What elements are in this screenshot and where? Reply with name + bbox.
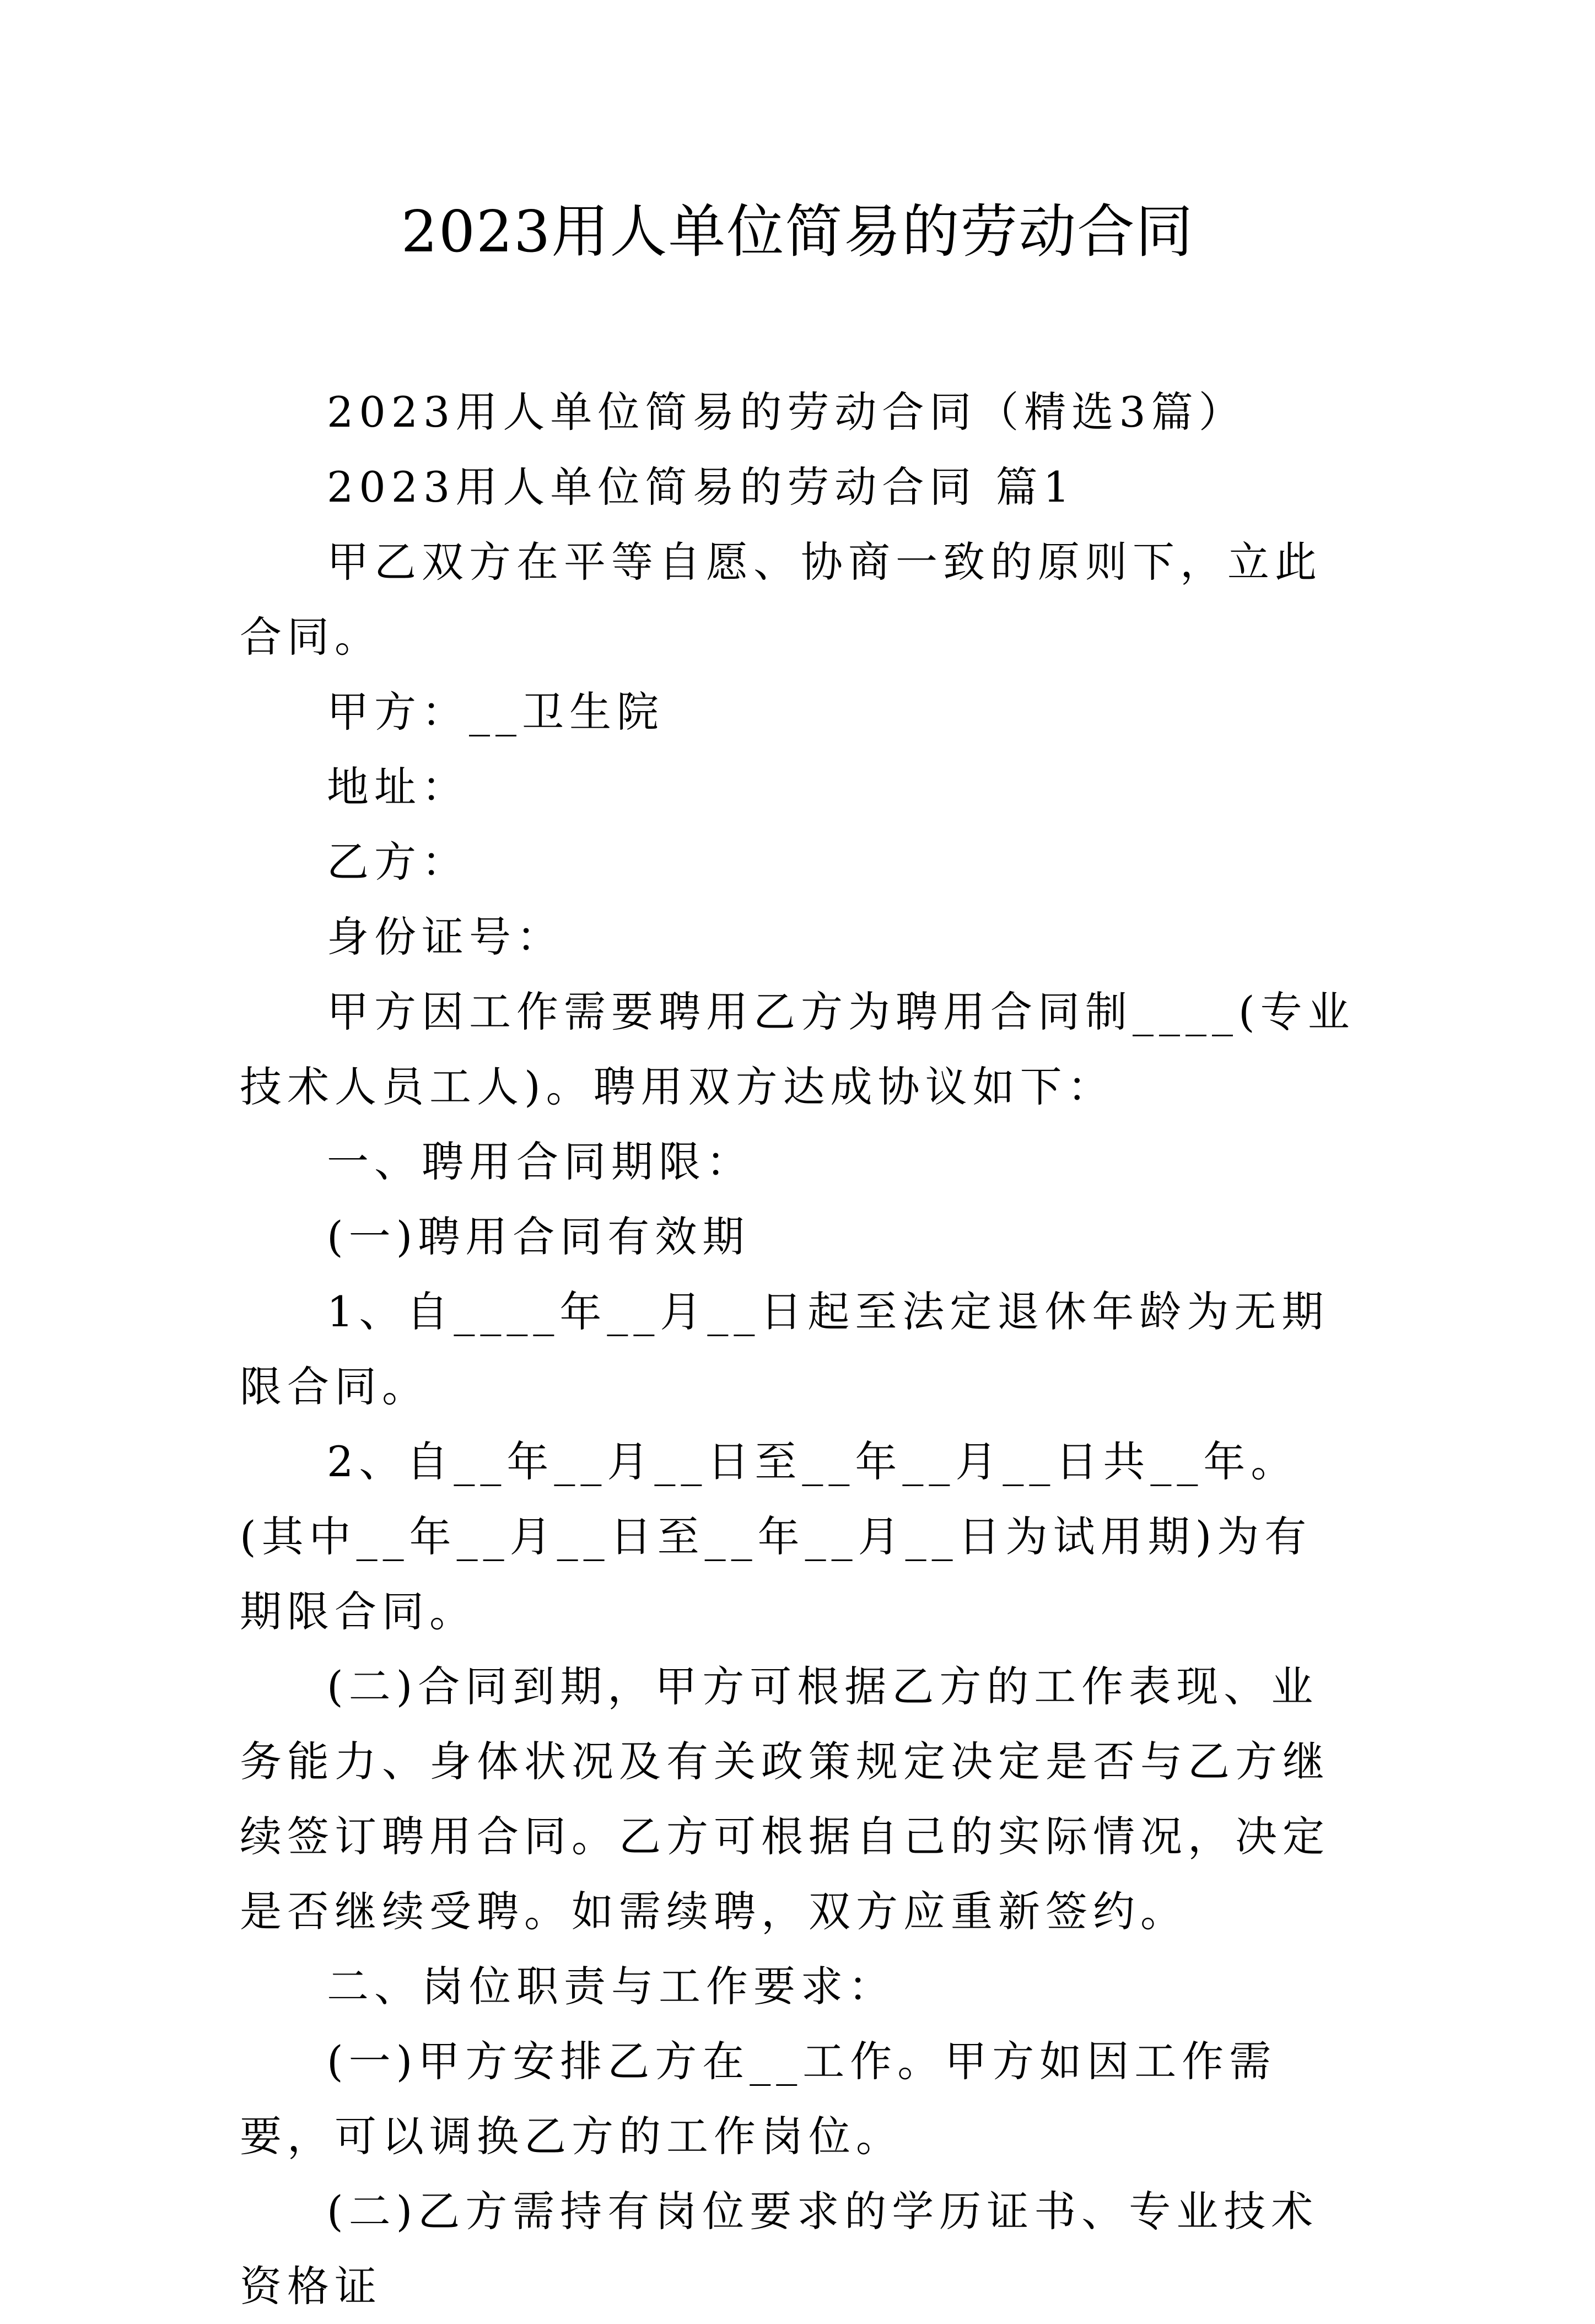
document-title: 2023用人单位简易的劳动合同 bbox=[401, 198, 1194, 265]
paragraph-section-heading: 2023用人单位简易的劳动合同 篇1 bbox=[327, 462, 1075, 512]
paragraph-heading-term: 一、聘用合同期限： bbox=[327, 1137, 753, 1186]
paragraph-party-b: 乙方： bbox=[327, 837, 469, 886]
paragraph-address: 地址： bbox=[327, 762, 469, 811]
paragraph-validity: (一)聘用合同有效期 bbox=[327, 1212, 750, 1261]
paragraph-indefinite-term: 1、自____年__月__日起至法定退休年龄为无期限合同。 bbox=[240, 1287, 1329, 1411]
paragraph-party-a: 甲方：__卫生院 bbox=[327, 687, 664, 736]
paragraph-heading-duties: 二、岗位职责与工作要求： bbox=[327, 1962, 896, 2011]
paragraph-renewal: (二)合同到期，甲方可根据乙方的工作表现、业务能力、身体状况及有关政策规定决定是否与乙方继续签订聘用合同。乙方可根据自己的实际情况，决定是否继续受聘。如需续聘，双方应重新签约。 bbox=[240, 1662, 1330, 1936]
paragraph-qualifications: (二)乙方需持有岗位要求的学历证书、专业技术资格证 bbox=[240, 2187, 1319, 2311]
paragraph-id-number: 身份证号： bbox=[327, 912, 564, 961]
paragraph-post-assignment: (一)甲方安排乙方在__工作。甲方如因工作需要，可以调换乙方的工作岗位。 bbox=[240, 2037, 1277, 2161]
paragraph-principle: 甲乙双方在平等自愿、协商一致的原则下，立此合同。 bbox=[240, 537, 1322, 661]
paragraph-employment-need: 甲方因工作需要聘用乙方为聘用合同制____(专业技术人员工人)。聘用双方达成协议如下： bbox=[240, 987, 1355, 1111]
paragraph-fixed-term: 2、自__年__月__日至__年__月__日共__年。(其中__年__月__日至__年__月__日为试用期)为有期限合同。 bbox=[240, 1437, 1312, 1636]
document-body bbox=[240, 375, 1359, 2324]
paragraph-subtitle: 2023用人单位简易的劳动合同（精选3篇） bbox=[327, 388, 1246, 437]
